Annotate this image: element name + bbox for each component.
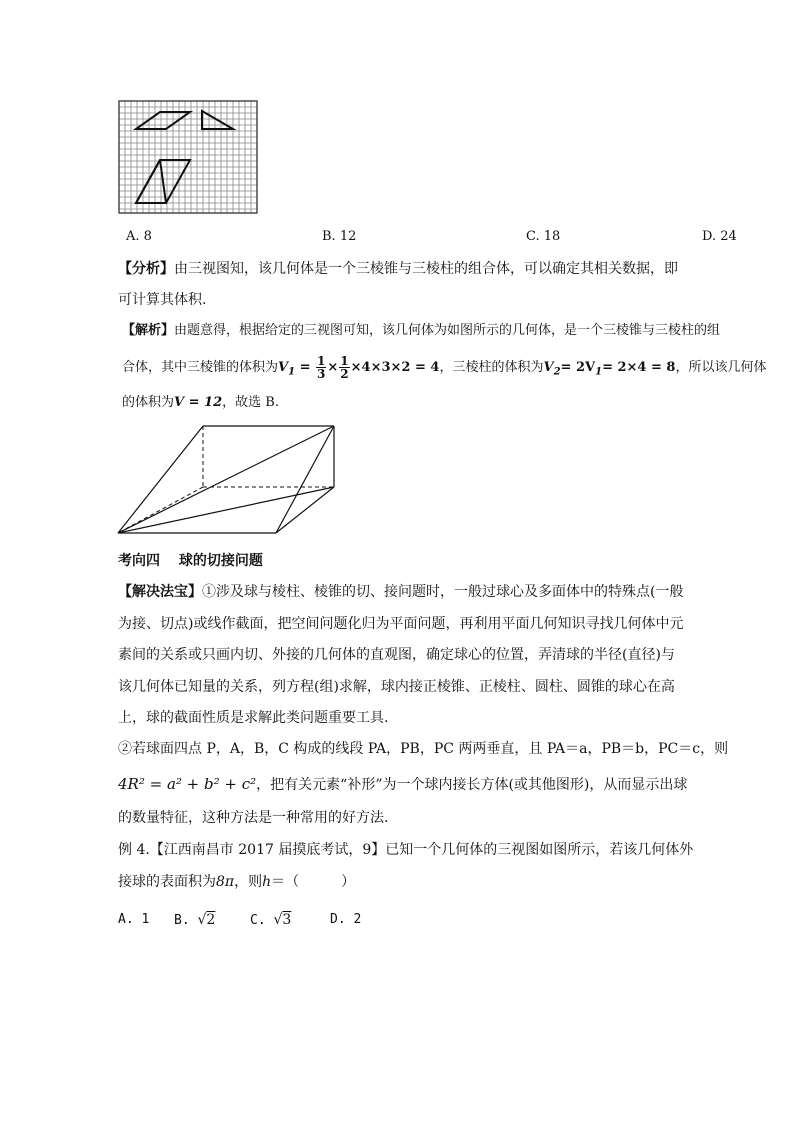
example-line-1: 例 4.【江西南昌市 2017 届摸底考试，9】已知一个几何体的三视图如图所示，若该几何体外 (118, 842, 694, 858)
analysis-line-2: 可计算其体积. (118, 292, 207, 308)
solid-geometry-figure (116, 422, 336, 537)
option2-b-label: B. (174, 913, 190, 928)
side-view-shape (202, 111, 233, 129)
analysis-label: 【分析】 (118, 261, 174, 277)
method-line-8: 的数量特征，这种方法是一种常用的好方法. (118, 810, 389, 826)
sphere-formula: 4R² = a² + b² + c² (118, 775, 257, 793)
option-a: A. 8 (126, 229, 152, 244)
solution-text-1: 由题意得，根据给定的三视图可知，该几何体为如图所示的几何体，是一个三棱锥与三棱柱的组 (174, 323, 721, 338)
method-line-2: 为接、切点)或线作截面，把空间问题化归为平面问题，再利用平面几何知识寻找几何体中元 (118, 616, 684, 632)
solution-text-3b: ，故选 B. (222, 395, 279, 410)
option-d: D. 24 (702, 229, 737, 244)
v1-rest: ×4×3×2 = 4 (350, 360, 440, 375)
method-line-1 (118, 582, 683, 602)
solution-line-2: 合体，其中三棱锥的体积为$V_1$ = $\frac{1}{3}$ × $\frac{1}{2}$ ×4×3×2 = 4，三棱柱的体积为$V_2= 2V_1= 2\times 4 = 8$，所以该几何体 (122, 354, 767, 381)
solution-line-3 (122, 393, 279, 413)
method-text-7: ，把有关元素“补形”为一个球内接长方体(或其他图形)，从而显示出球 (256, 777, 688, 793)
v-total: V = 12 (174, 395, 223, 410)
analysis-text: 由三视图知，该几何体是一个三棱锥与三棱柱的组合体，可以确定其相关数据，即 (174, 261, 678, 277)
h-symbol: h (262, 874, 272, 890)
option2-c (250, 910, 291, 931)
v2-rest: = 2×4 = 8 (602, 360, 676, 375)
solution-line-1 (122, 321, 720, 341)
sqrt-2: √2 (197, 912, 216, 928)
example-line-2 (118, 872, 355, 892)
sqrt-3: √3 (273, 912, 292, 928)
method-line-7 (118, 774, 687, 795)
example-text-2c: ＝（ ） (271, 874, 356, 890)
fraction-one-third: $\frac{1}{3}$ (317, 354, 326, 381)
method-text-1: ①涉及球与棱柱、棱锥的切、接问题时，一般过球心及多面体中的特殊点(一般 (202, 584, 684, 600)
solution-label: 【解析】 (122, 323, 175, 338)
method-line-4: 该几何体已知量的关系，列方程(组)求解，球内接正棱锥、正棱柱、圆柱、圆锥的球心在高 (118, 679, 675, 695)
surface-area-value: 8π (216, 874, 235, 890)
solution-text-2c: ，所以该几何体 (675, 360, 767, 375)
example-text-2a: 接球的表面积为 (118, 874, 216, 890)
v2-expr: = 2V (560, 360, 596, 375)
solution-text-3a: 的体积为 (122, 395, 175, 410)
method-line-3: 素间的关系或只画内切、外接的几何体的直观图，确定球心的位置，弄清球的半径(直径)与 (118, 647, 675, 663)
option-b: B. 12 (322, 229, 357, 244)
v1-symbol: V (278, 360, 289, 375)
option2-d: D. 2 (330, 912, 362, 927)
method-line-6: ②若球面四点 P，A，B，C 构成的线段 PA，PB，PC 两两垂直，且 PA＝a，PB＝b，PC＝c，则 (118, 741, 729, 757)
method-line-5: 上，球的截面性质是求解此类问题重要工具. (118, 710, 389, 726)
option2-a: A. 1 (118, 912, 150, 927)
option2-c-label: C. (250, 913, 266, 928)
three-view-grid-figure (118, 100, 258, 215)
front-view-shape (136, 112, 190, 129)
solution-text-2a: 合体，其中三棱锥的体积为 (122, 360, 279, 375)
fraction-one-half: $\frac{1}{2}$ (340, 354, 349, 381)
section-title: 考向四 球的切接问题 (118, 553, 263, 569)
solution-text-2b: ，三棱柱的体积为 (439, 360, 544, 375)
method-label: 【解决法宝】 (118, 584, 202, 600)
option2-b (174, 910, 215, 931)
v1-sub: 1 (288, 366, 296, 378)
analysis-line-1 (118, 259, 678, 279)
option-c: C. 18 (526, 229, 561, 244)
example-text-2b: ，则 (234, 874, 263, 890)
